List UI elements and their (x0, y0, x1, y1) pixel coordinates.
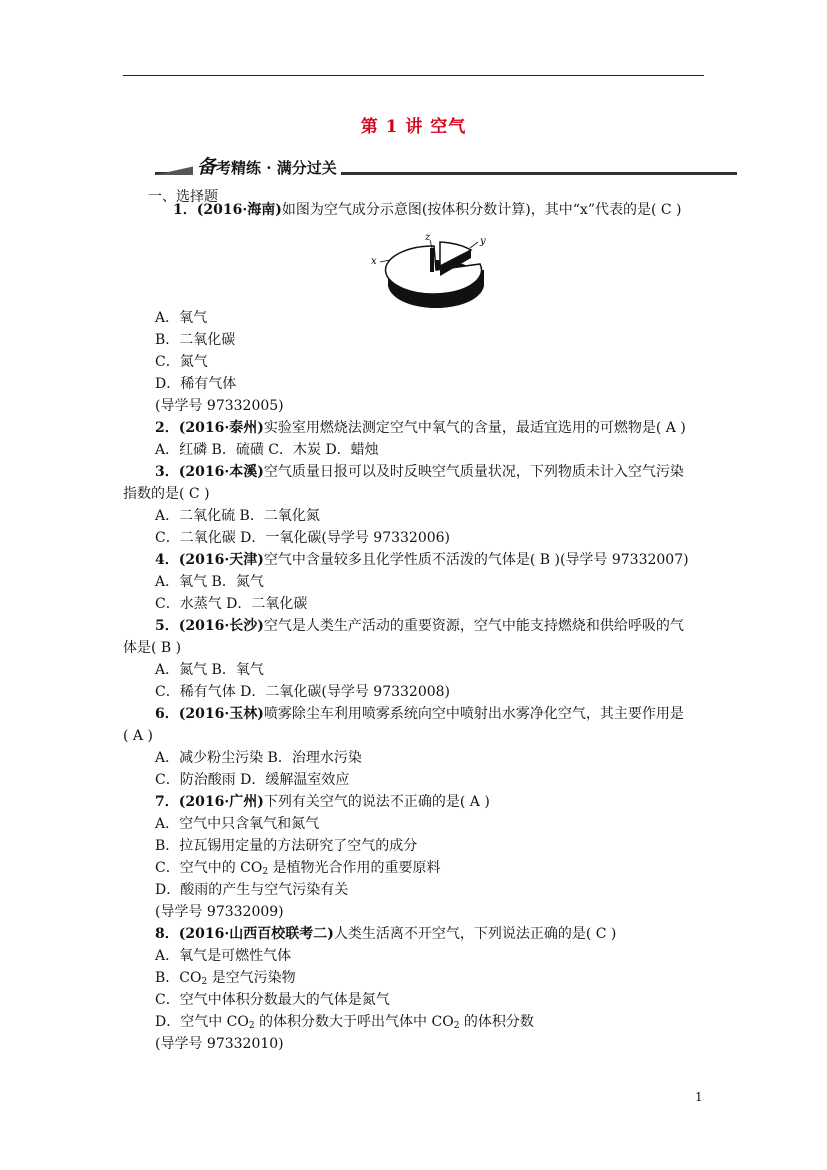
line-text: A．红磷 B．硫磺 C．木炭 D．蜡烛 (155, 442, 379, 458)
slice-z-wall (430, 248, 434, 272)
banner-tail: 满分过关 (276, 159, 337, 177)
subscript: 2 (262, 867, 269, 877)
text-line (155, 375, 236, 393)
line-text: C．防治酸雨 D．缓解温室效应 (155, 772, 350, 788)
text-line (155, 331, 235, 349)
label-y: y (480, 236, 486, 247)
line-text: 空气中含量较多且化学性质不活泼的气体是( B )(导学号 97332007) (263, 552, 689, 568)
section-heading: 一、选择题 (148, 189, 218, 205)
text-line (155, 881, 348, 899)
text-line (155, 1013, 534, 1035)
air-composition-pie (368, 232, 508, 318)
text-line (155, 595, 307, 613)
text-line (155, 507, 320, 525)
text-line (155, 1035, 284, 1053)
text-line (155, 771, 349, 789)
subscript: 2 (201, 977, 208, 987)
line-text: 的体积分数 (459, 1014, 534, 1030)
text-line (155, 991, 390, 1009)
line-text: C．水蒸气 D．二氧化碳 (155, 596, 308, 612)
page-title: 第 1 讲 空气 (360, 117, 467, 137)
text-line (155, 947, 291, 965)
text-line (155, 353, 208, 371)
question-number: 1． (173, 202, 197, 218)
line-text: A．空气中只含氧气和氮气 (155, 816, 320, 832)
header-rule (123, 75, 704, 76)
question-number: 3． (155, 464, 179, 480)
text-line (155, 793, 490, 811)
question-source: (2016·山西百校联考二) (178, 926, 334, 942)
text-line (173, 201, 682, 219)
text-line (155, 573, 264, 591)
line-text: (导学号 97332009) (155, 904, 284, 920)
question-number: 7． (155, 794, 179, 810)
banner-rest: 考精练 (216, 159, 262, 177)
line-text: 指数的是( C ) (123, 486, 210, 502)
text-line (123, 639, 181, 657)
text-line (155, 397, 284, 415)
question-number: 2． (155, 420, 179, 436)
line-text: (导学号 97332010) (155, 1036, 284, 1052)
text-line (155, 661, 264, 679)
text-line (155, 815, 319, 833)
text-line (155, 705, 684, 723)
line-text: 实验室用燃烧法测定空气中氧气的含量，最适宜选用的可燃物是( A ) (263, 420, 686, 436)
banner-dot: · (266, 159, 272, 177)
text-line (155, 463, 684, 481)
label-z: z (425, 232, 431, 243)
line-text: C．二氧化碳 D．一氧化碳(导学号 97332006) (155, 530, 451, 546)
line-text: D．空气中 CO (155, 1014, 249, 1030)
line-text: A．氮气 B．氧气 (155, 662, 264, 678)
question-source: (2016·广州) (178, 794, 264, 810)
section-banner (155, 150, 737, 180)
text-line (155, 683, 450, 701)
line-text: 空气质量日报可以及时反映空气质量状况，下列物质未计入空气污染 (263, 464, 684, 480)
line-text: 空气是人类生产活动的重要资源，空气中能支持燃烧和供给呼吸的气 (263, 618, 684, 634)
question-source: (2016·天津) (178, 552, 264, 568)
line-text: A．减少粉尘污染 B．治理水污染 (155, 750, 362, 766)
question-number: 5． (155, 618, 179, 634)
line-text: B．CO (155, 970, 202, 986)
banner-label (193, 152, 341, 179)
line-text: 喷雾除尘车利用喷雾系统向空中喷射出水雾净化空气，其主要作用是 (263, 706, 684, 722)
line-text: ( A ) (123, 728, 153, 744)
y-leader (470, 242, 478, 248)
label-x: x (371, 256, 377, 267)
banner-big-char: 备 (197, 156, 217, 178)
line-text: B．二氧化碳 (155, 332, 236, 348)
text-line (155, 925, 616, 943)
question-number: 6． (155, 706, 179, 722)
text-line (123, 727, 153, 745)
subscript: 2 (453, 1021, 460, 1031)
line-text: 人类生活离不开空气，下列说法正确的是( C ) (333, 926, 617, 942)
text-line (155, 309, 207, 327)
question-source: (2016·本溪) (178, 464, 264, 480)
question-source: (2016·泰州) (178, 420, 264, 436)
line-text: A．氧气 (155, 310, 208, 326)
line-text: (导学号 97332005) (155, 398, 284, 414)
line-text: C．氮气 (155, 354, 208, 370)
question-source: (2016·海南) (196, 202, 282, 218)
text-line (155, 903, 284, 921)
text-line (155, 551, 689, 569)
line-text: C．稀有气体 D．二氧化碳(导学号 97332008) (155, 684, 451, 700)
text-line (155, 749, 362, 767)
question-source: (2016·长沙) (178, 618, 264, 634)
text-line (123, 485, 210, 503)
line-text: 下列有关空气的说法不正确的是( A ) (263, 794, 490, 810)
text-line (155, 969, 296, 991)
question-number: 8． (155, 926, 179, 942)
line-text: A．氧气是可燃性气体 (155, 948, 292, 964)
question-number: 4． (155, 552, 179, 568)
text-line (155, 859, 441, 881)
line-text: C．空气中的 CO (155, 860, 263, 876)
text-line (155, 419, 686, 437)
text-line (155, 529, 450, 547)
line-text: C．空气中体积分数最大的气体是氮气 (155, 992, 390, 1008)
subscript: 2 (248, 1021, 255, 1031)
question-source: (2016·玉林) (178, 706, 264, 722)
line-text: 体是( B ) (123, 640, 182, 656)
text-line (155, 837, 417, 855)
line-text: A．氧气 B．氮气 (155, 574, 264, 590)
line-text: B．拉瓦锡用定量的方法研究了空气的成分 (155, 838, 418, 854)
line-text: 的体积分数大于呼出气体中 CO (254, 1014, 454, 1030)
line-text: 如图为空气成分示意图(按体积分数计算)，其中“x”代表的是( C ) (281, 202, 682, 218)
line-text: D．稀有气体 (155, 376, 237, 392)
text-line (155, 617, 684, 635)
line-text: 是植物光合作用的重要原料 (268, 860, 441, 876)
line-text: D．酸雨的产生与空气污染有关 (155, 882, 349, 898)
line-text: 是空气污染物 (207, 970, 296, 986)
page-number: 1 (695, 1090, 703, 1104)
text-line (155, 441, 379, 459)
line-text: A．二氧化硫 B．二氧化氮 (155, 508, 320, 524)
